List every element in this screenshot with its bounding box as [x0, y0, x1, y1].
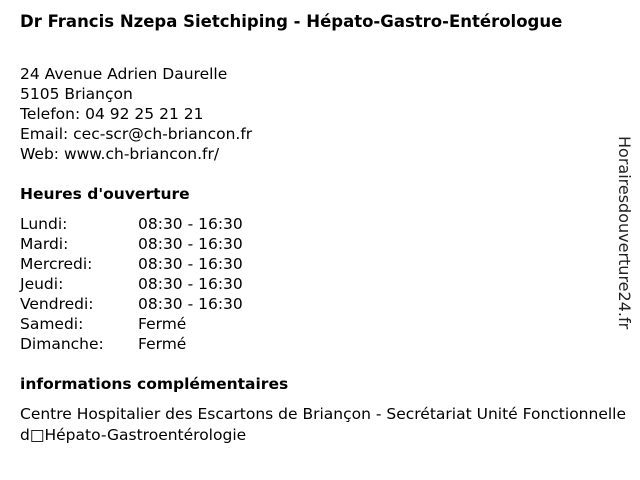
day-label: Mercredi: — [20, 255, 93, 273]
time-value: 08:30 - 16:30 — [138, 235, 243, 253]
day-label: Vendredi: — [20, 295, 94, 313]
additional-info-heading: informations complémentaires — [20, 375, 289, 393]
phone-number[interactable]: Telefon: 04 92 25 21 21 — [20, 105, 204, 123]
time-value: 08:30 - 16:30 — [138, 255, 243, 273]
time-value: Fermé — [138, 335, 187, 353]
day-label: Mardi: — [20, 235, 69, 253]
additional-info-text: Centre Hospitalier des Escartons de Briançon - Secrétariat Unité Fonctionnelle d□Hépato-Gastroentérologie — [20, 405, 627, 444]
time-value: Fermé — [138, 315, 187, 333]
street-address: 24 Avenue Adrien Daurelle — [20, 65, 228, 83]
day-label: Lundi: — [20, 215, 68, 233]
time-value: 08:30 - 16:30 — [138, 295, 243, 313]
day-label: Samedi: — [20, 315, 84, 333]
contact-block — [20, 64, 252, 164]
website-link[interactable]: Web: www.ch-briancon.fr/ — [20, 145, 220, 163]
city-address: 5105 Briançon — [20, 85, 133, 103]
site-watermark: Horairesdouverture24.fr — [615, 136, 634, 330]
opening-hours-heading: Heures d'ouverture — [20, 185, 190, 203]
time-value: 08:30 - 16:30 — [138, 275, 243, 293]
page-title: Dr Francis Nzepa Sietchiping - Hépato-Gastro-Entérologue — [20, 12, 563, 31]
time-value: 08:30 - 16:30 — [138, 215, 243, 233]
day-label: Jeudi: — [20, 275, 64, 293]
email-address[interactable]: Email: cec-scr@ch-briancon.fr — [20, 125, 253, 143]
day-label: Dimanche: — [20, 335, 104, 353]
